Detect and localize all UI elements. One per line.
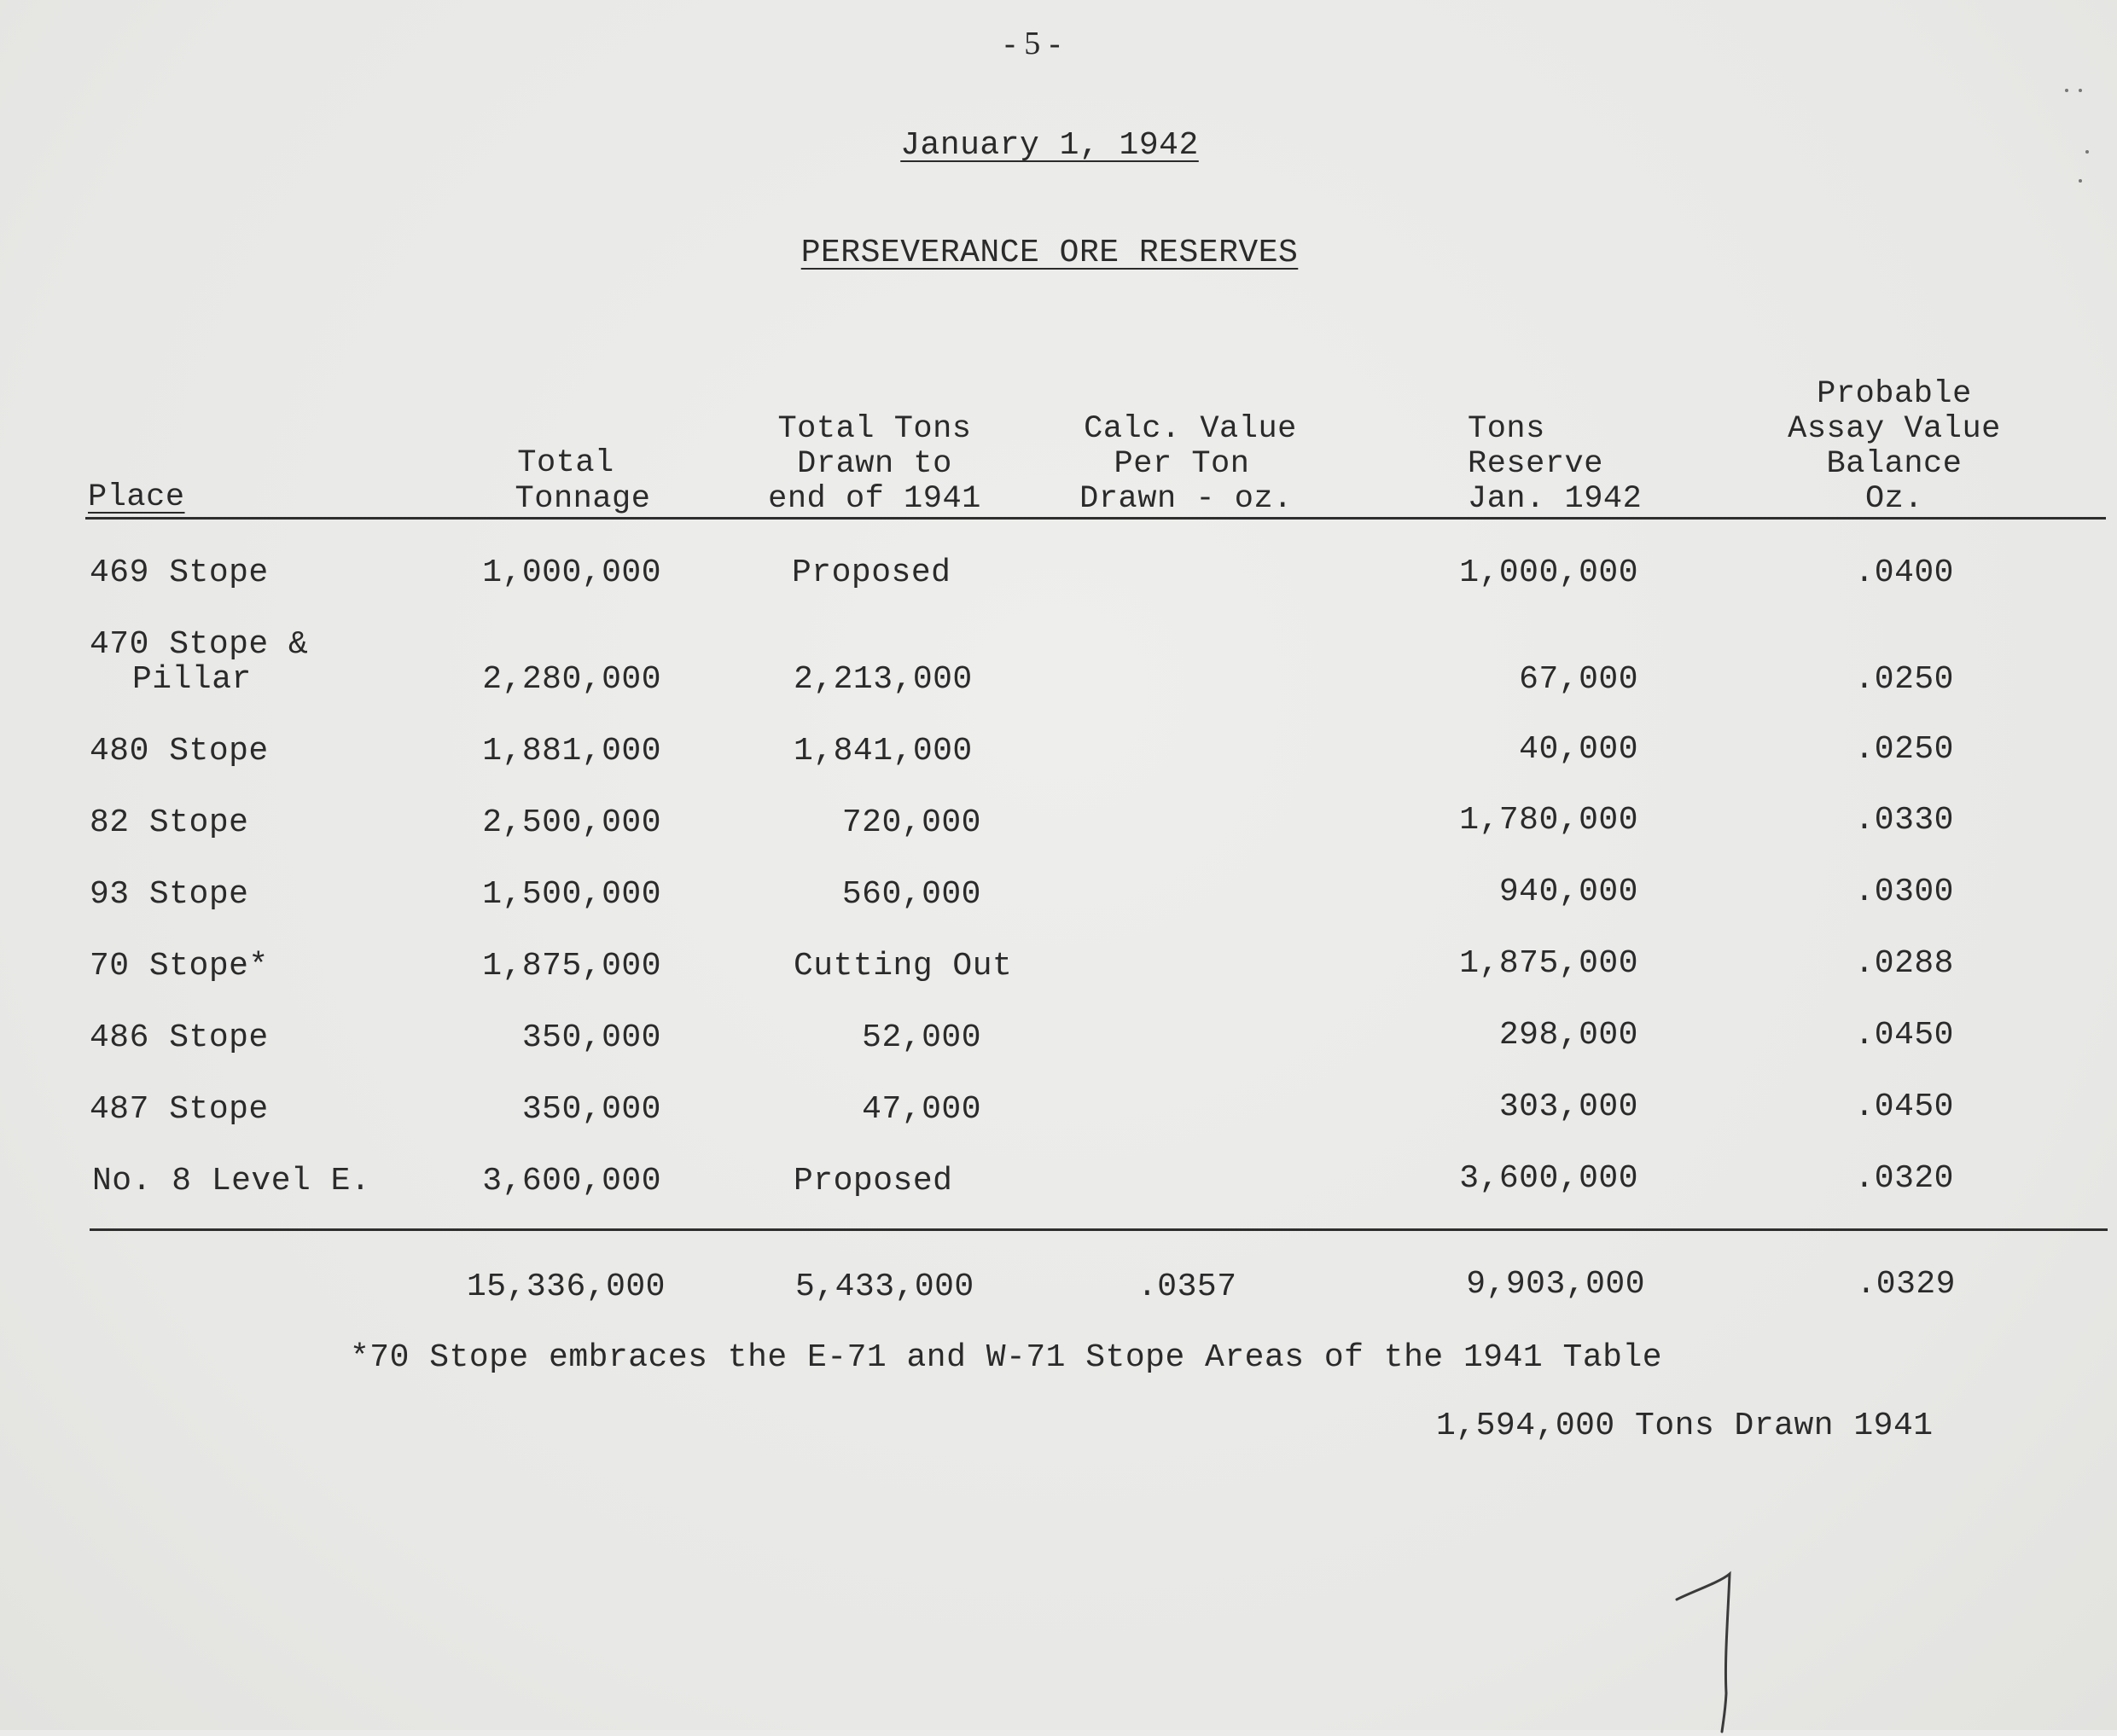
cell-reserve: 940,000 — [1498, 874, 1638, 910]
total-tonnage: 15,336,000 — [466, 1269, 666, 1305]
footnote: *70 Stope embraces the E-71 and W-71 Stope Areas of the 1941 Table — [350, 1339, 1663, 1376]
cell-place: 486 Stope — [90, 1019, 269, 1056]
cell-drawn: 1,841,000 — [794, 733, 973, 769]
cell-place: No. 8 Level E. — [92, 1163, 371, 1199]
cell-place: 469 Stope — [90, 554, 269, 591]
header-reserve-line3: Jan. 1942 — [1468, 481, 1643, 517]
cell-tonnage: 3,600,000 — [482, 1163, 661, 1199]
cell-tonnage: 1,881,000 — [482, 733, 661, 769]
cell-tonnage: 2,280,000 — [482, 661, 661, 698]
header-calc-line3: Drawn - oz. — [1079, 481, 1293, 517]
cell-assay: .0450 — [1854, 1017, 1954, 1054]
cell-tonnage: 1,500,000 — [482, 876, 661, 913]
cell-tonnage: 350,000 — [521, 1019, 661, 1056]
cell-reserve: 303,000 — [1498, 1089, 1638, 1125]
cell-drawn: Proposed — [792, 554, 951, 591]
total-reserve: 9,903,000 — [1466, 1266, 1645, 1303]
handwritten-mark — [1660, 1565, 1762, 1736]
header-total-tonnage-line1: Total — [517, 445, 614, 481]
cell-assay: .0400 — [1854, 554, 1954, 591]
cell-assay: .0330 — [1854, 802, 1954, 839]
cell-place: 480 Stope — [90, 733, 269, 769]
total-drawn: 5,433,000 — [795, 1269, 974, 1305]
cell-drawn: 560,000 — [841, 876, 981, 913]
header-drawn-line1: Total Tons — [777, 411, 972, 447]
cell-place: 470 Stope & — [90, 626, 309, 663]
cell-drawn: 52,000 — [862, 1019, 981, 1056]
header-calc-line2: Per Ton — [1114, 446, 1250, 482]
header-calc-line1: Calc. Value — [1084, 411, 1297, 447]
date-heading: January 1, 1942 — [900, 127, 1199, 164]
header-drawn-line3: end of 1941 — [768, 481, 981, 517]
cell-assay: .0250 — [1854, 731, 1954, 768]
cell-reserve: 40,000 — [1519, 731, 1638, 768]
cell-place: 487 Stope — [90, 1091, 269, 1128]
cell-assay: .0320 — [1854, 1160, 1954, 1197]
cell-tonnage: 1,875,000 — [482, 948, 661, 984]
cell-reserve: 67,000 — [1519, 661, 1638, 698]
cell-reserve: 1,875,000 — [1459, 945, 1638, 982]
cell-reserve: 3,600,000 — [1459, 1160, 1638, 1197]
header-assay-line3: Balance — [1826, 446, 1963, 482]
cell-tonnage: 1,000,000 — [482, 554, 661, 591]
cell-assay: .0300 — [1854, 874, 1954, 910]
cell-reserve: 1,000,000 — [1459, 554, 1638, 591]
scan-specks — [2056, 77, 2108, 264]
header-assay-line1: Probable — [1817, 376, 1972, 412]
cell-place: 70 Stope* — [90, 948, 269, 984]
header-place: Place — [88, 479, 185, 515]
cell-drawn: 2,213,000 — [794, 661, 973, 698]
cell-drawn: Proposed — [794, 1163, 953, 1199]
header-rule — [85, 517, 2106, 520]
cell-drawn: 47,000 — [862, 1091, 981, 1128]
cell-place: 93 Stope — [90, 876, 249, 913]
cell-reserve: 1,780,000 — [1459, 802, 1638, 839]
header-assay-line4: Oz. — [1864, 481, 1924, 517]
totals-rule — [90, 1228, 2108, 1231]
cell-tonnage: 2,500,000 — [482, 804, 661, 841]
header-total-tonnage-line2: Tonnage — [515, 481, 651, 517]
tons-drawn-note: 1,594,000 Tons Drawn 1941 — [1436, 1408, 1934, 1444]
header-reserve-line1: Tons — [1468, 411, 1545, 447]
cell-assay: .0288 — [1854, 945, 1954, 982]
cell-place-line2: Pillar — [132, 661, 252, 698]
cell-assay: .0450 — [1854, 1089, 1954, 1125]
total-calc-value: .0357 — [1137, 1269, 1237, 1305]
header-drawn-line2: Drawn to — [797, 446, 952, 482]
cell-drawn: Cutting Out — [794, 948, 1013, 984]
header-assay-line2: Assay Value — [1788, 411, 2001, 447]
page-number: - 5 - — [1004, 26, 1061, 61]
cell-place: 82 Stope — [90, 804, 249, 841]
header-reserve-line2: Reserve — [1468, 446, 1603, 482]
document-title: PERSEVERANCE ORE RESERVES — [800, 235, 1299, 271]
cell-drawn: 720,000 — [841, 804, 981, 841]
total-assay: .0329 — [1856, 1266, 1956, 1303]
cell-assay: .0250 — [1854, 661, 1954, 698]
cell-tonnage: 350,000 — [521, 1091, 661, 1128]
cell-reserve: 298,000 — [1498, 1017, 1638, 1054]
